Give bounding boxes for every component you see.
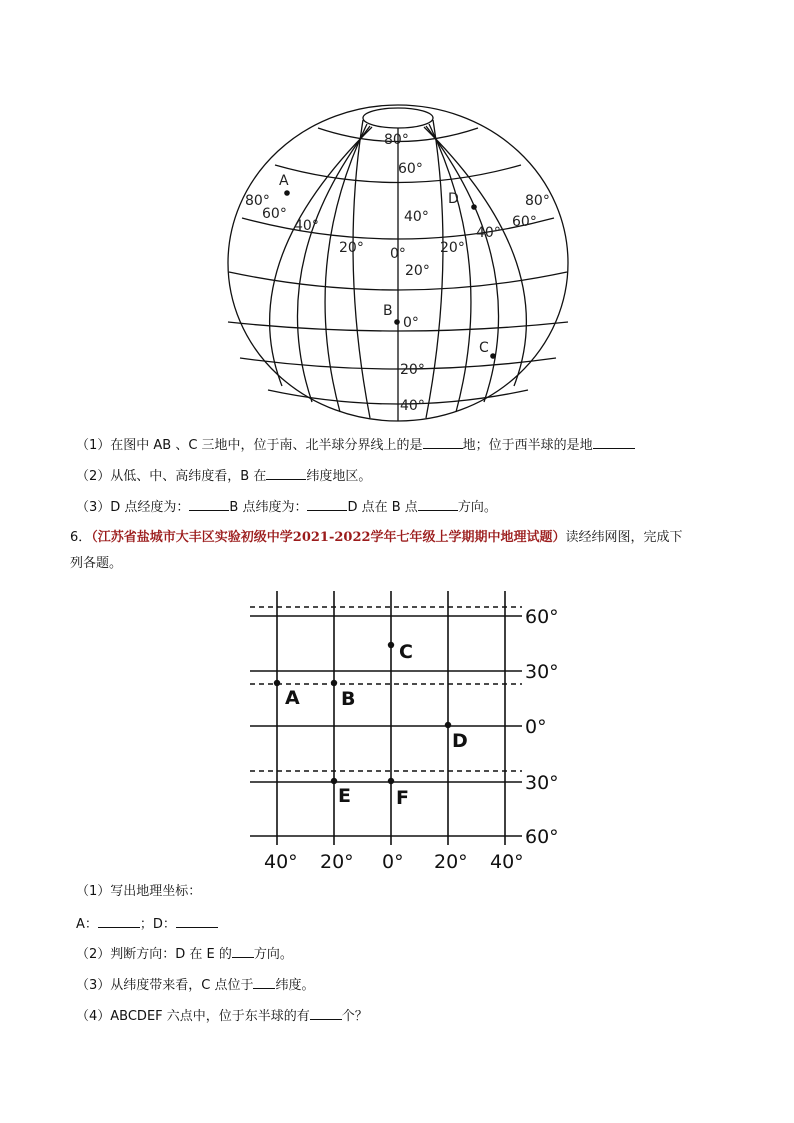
globe-point-d — [471, 204, 477, 210]
globe-lat-60: 60° — [398, 161, 423, 177]
q5-blank-3[interactable] — [266, 466, 306, 480]
globe-points — [284, 190, 496, 359]
grid-lon-0: 0° — [382, 851, 404, 873]
q5-blank-4[interactable] — [189, 497, 229, 511]
grid-lat-60s: 60° — [525, 826, 559, 848]
globe-lon-w20: 20° — [339, 240, 364, 256]
q5-blank-2[interactable] — [593, 435, 635, 449]
grid-lon-w40: 40° — [264, 851, 298, 873]
globe-point-a — [284, 190, 290, 196]
globe-lat-80: 80° — [384, 132, 409, 148]
globe-label-c: C — [479, 340, 489, 356]
grid-lat-0: 0° — [525, 716, 547, 738]
globe-label-b: B — [383, 303, 393, 319]
grid-lat-30n: 30° — [525, 661, 559, 683]
meridian-w3 — [297, 126, 370, 402]
globe-label-d: D — [448, 191, 459, 207]
globe-lon-0: 0° — [390, 246, 406, 262]
q6-blank-direction[interactable] — [232, 944, 254, 958]
q6-blank-a[interactable] — [98, 914, 140, 928]
globe-lon-w40: 40° — [294, 218, 319, 234]
meridian-w1 — [353, 120, 370, 418]
q5-part2: （2）从低、中、高纬度看，B 在 纬度地区。 — [76, 466, 371, 486]
globe-left-60: 60° — [262, 206, 287, 222]
q5-part3: （3）D 点经度为： B 点纬度为： D 点在 B 点 方向。 — [76, 497, 497, 517]
globe-point-b — [394, 319, 400, 325]
q6-header: 6．（江苏省盐城市大丰区实验初级中学2021-2022学年七年级上学期期中地理试题）读经纬网图，完成下 列各题。 — [70, 530, 683, 571]
meridian-e3 — [426, 126, 499, 402]
grid-points — [274, 642, 451, 784]
grid-point-c — [388, 642, 394, 648]
q6-part3: （3）从纬度带来看，C 点位于 纬度。 — [76, 975, 315, 995]
grid-label-b: B — [341, 688, 356, 710]
globe-right-60: 60° — [512, 214, 537, 230]
grid-lon-e20: 20° — [434, 851, 468, 873]
globe-point-c — [490, 353, 496, 359]
grid-label-d: D — [452, 730, 468, 752]
grid-point-a — [274, 680, 280, 686]
globe-figure — [220, 100, 580, 425]
q6-blank-latband[interactable] — [253, 975, 275, 989]
grid-lon-e40: 40° — [490, 851, 524, 873]
grid-lat-30s: 30° — [525, 772, 559, 794]
grid-label-e: E — [338, 785, 351, 807]
globe-lat-20: 20° — [405, 263, 430, 279]
grid-label-a: A — [285, 687, 300, 709]
globe-right-80: 80° — [525, 193, 550, 209]
q6-part4: （4）ABCDEF 六点中，位于东半球的有 个？ — [76, 1006, 368, 1026]
grid-point-b — [331, 680, 337, 686]
grid-label-c: C — [399, 641, 413, 663]
q5-blank-6[interactable] — [418, 497, 458, 511]
q5-part1: （1）在图中 AB 、C 三地中，位于南、北半球分界线上的是 地；位于西半球的是地 — [76, 435, 635, 455]
q6-part2: （2）判断方向：D 在 E 的 方向。 — [76, 944, 293, 964]
q6-source: （江苏省盐城市大丰区实验初级中学2021-2022学年七年级上学期期中地理试题） — [91, 530, 566, 545]
grid-point-d — [445, 722, 451, 728]
globe-lat-40: 40° — [404, 209, 429, 225]
globe-lon-e20: 20° — [440, 240, 465, 256]
globe-label-a: A — [279, 173, 289, 189]
latlon-grid-figure — [240, 585, 570, 880]
grid-lat-60n: 60° — [525, 606, 559, 628]
q6-blank-d[interactable] — [176, 914, 218, 928]
globe-left-80: 80° — [245, 193, 270, 209]
globe-lon-e40: 40° — [476, 225, 501, 241]
grid-lon-w20: 20° — [320, 851, 354, 873]
q6-blank-count[interactable] — [310, 1006, 342, 1020]
q6-part1: （1）写出地理坐标： — [76, 884, 202, 899]
globe-lat-s40: 40° — [400, 398, 425, 414]
q5-blank-5[interactable] — [307, 497, 347, 511]
grid-label-f: F — [396, 787, 409, 809]
globe-lat-s20: 20° — [400, 362, 425, 378]
grid-lines — [250, 591, 522, 845]
globe-polar-cap — [363, 108, 433, 128]
grid-point-f — [388, 778, 394, 784]
q6-part1-answers: A： ；D： — [76, 914, 218, 934]
q5-blank-1[interactable] — [423, 435, 463, 449]
grid-point-labels — [285, 641, 468, 809]
globe-lat-0: 0° — [403, 315, 419, 331]
grid-point-e — [331, 778, 337, 784]
globe-lines — [228, 105, 568, 421]
